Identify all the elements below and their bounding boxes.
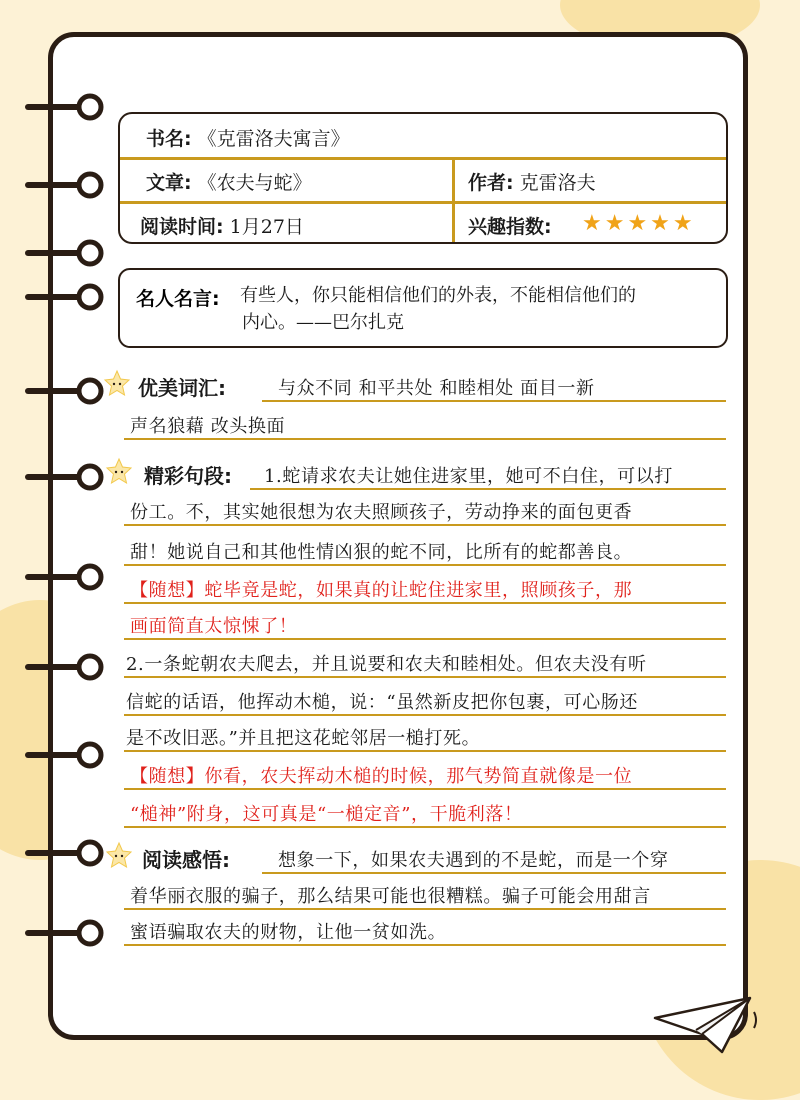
interest-label: 兴趣指数: [468, 216, 552, 238]
reading-time-label: 阅读时间: [140, 216, 224, 238]
thought-line: 【随想】蛇毕竟是蛇，如果真的让蛇住进家里，照顾孩子，那 [130, 580, 633, 601]
article-title: 《农夫与蛇》 [197, 172, 312, 194]
reflection-line: 着华丽衣服的骗子，那么结果可能也很糟糕。骗子可能会用甜言 [130, 886, 651, 907]
underline [124, 638, 726, 640]
underline [124, 944, 726, 946]
binder-ring-icon [24, 652, 106, 682]
underline [124, 564, 726, 566]
underline [124, 714, 726, 716]
article-row [146, 168, 312, 195]
binder-ring-icon [24, 562, 106, 592]
book-title: 《克雷洛夫寓言》 [197, 128, 350, 150]
thought-line: 【随想】你看，农夫挥动木槌的时候，那气势简直就像是一位 [130, 766, 633, 787]
interest-stars: ★★★★★ [582, 211, 696, 236]
reflection-label: 阅读感悟: [142, 848, 230, 872]
underline [124, 524, 726, 526]
thought-line: 画面简直太惊悚了！ [130, 616, 298, 637]
table-divider [120, 201, 726, 204]
book-label: 书名: [146, 128, 192, 150]
underline [262, 872, 726, 874]
vocab-label: 优美词汇: [138, 376, 226, 400]
paper-plane-icon [650, 990, 760, 1060]
binder-ring-icon [24, 282, 106, 312]
underline [124, 826, 726, 828]
underline [250, 488, 726, 490]
binder-ring-icon [24, 918, 106, 948]
author-name: 克雷洛夫 [519, 172, 596, 194]
famous-quote-box [118, 268, 728, 348]
underline [124, 788, 726, 790]
star-doodle-icon [104, 840, 134, 870]
thought-line: “槌神”附身，这可真是“一槌定音”，干脆利落！ [130, 804, 523, 825]
binder-ring-icon [24, 740, 106, 770]
quote-line: 有些人，你只能相信他们的外表，不能相信他们的 [240, 285, 636, 306]
sentence-line: 信蛇的话语，他挥动木槌，说：“虽然新皮把你包裹，可心肠还 [126, 692, 638, 713]
reading-time-value: 1月27日 [229, 216, 304, 238]
underline [124, 908, 726, 910]
book-row [146, 124, 350, 151]
reflection-line: 想象一下，如果农夫遇到的不是蛇，而是一个穿 [278, 850, 669, 871]
book-info-table [118, 112, 728, 244]
article-label: 文章: [146, 172, 192, 194]
underline [124, 676, 726, 678]
vocab-line: 与众不同 和平共处 和睦相处 面目一新 [278, 378, 595, 399]
reading-time-row [140, 212, 304, 239]
binder-ring-icon [24, 462, 106, 492]
underline [124, 602, 726, 604]
reflection-line: 蜜语骗取农夫的财物，让他一贫如洗。 [130, 922, 447, 943]
underline [262, 400, 726, 402]
quote-label: 名人名言: [136, 288, 220, 310]
sentence-line: 份工。不，其实她很想为农夫照顾孩子，劳动挣来的面包更香 [130, 502, 633, 523]
interest-row [468, 212, 552, 239]
underline [124, 438, 726, 440]
author-label: 作者: [468, 172, 514, 194]
sentence-line: 甜！她说自己和其他性情凶狠的蛇不同，比所有的蛇都善良。 [130, 542, 633, 563]
binder-ring-icon [24, 238, 106, 268]
sentences-label: 精彩句段: [144, 464, 232, 488]
sentence-line: 2.一条蛇朝农夫爬去，并且说要和农夫和睦相处。但农夫没有听 [126, 654, 647, 675]
star-doodle-icon [104, 456, 134, 486]
author-row [468, 168, 596, 195]
table-divider [120, 157, 726, 160]
quote-line: 内心。——巴尔扎克 [242, 312, 404, 333]
quote-text [240, 282, 720, 336]
sentence-line: 是不改旧恶。”并且把这花蛇邻居一槌打死。 [126, 728, 481, 749]
star-doodle-icon [102, 368, 132, 398]
sentence-line: 1.蛇请求农夫让她住进家里，她可不白住，可以打 [264, 466, 673, 487]
binder-ring-icon [24, 376, 106, 406]
vocab-line: 声名狼藉 改头换面 [130, 416, 286, 437]
binder-ring-icon [24, 92, 106, 122]
binder-ring-icon [24, 170, 106, 200]
underline [124, 750, 726, 752]
binder-ring-icon [24, 838, 106, 868]
table-divider [452, 158, 455, 244]
